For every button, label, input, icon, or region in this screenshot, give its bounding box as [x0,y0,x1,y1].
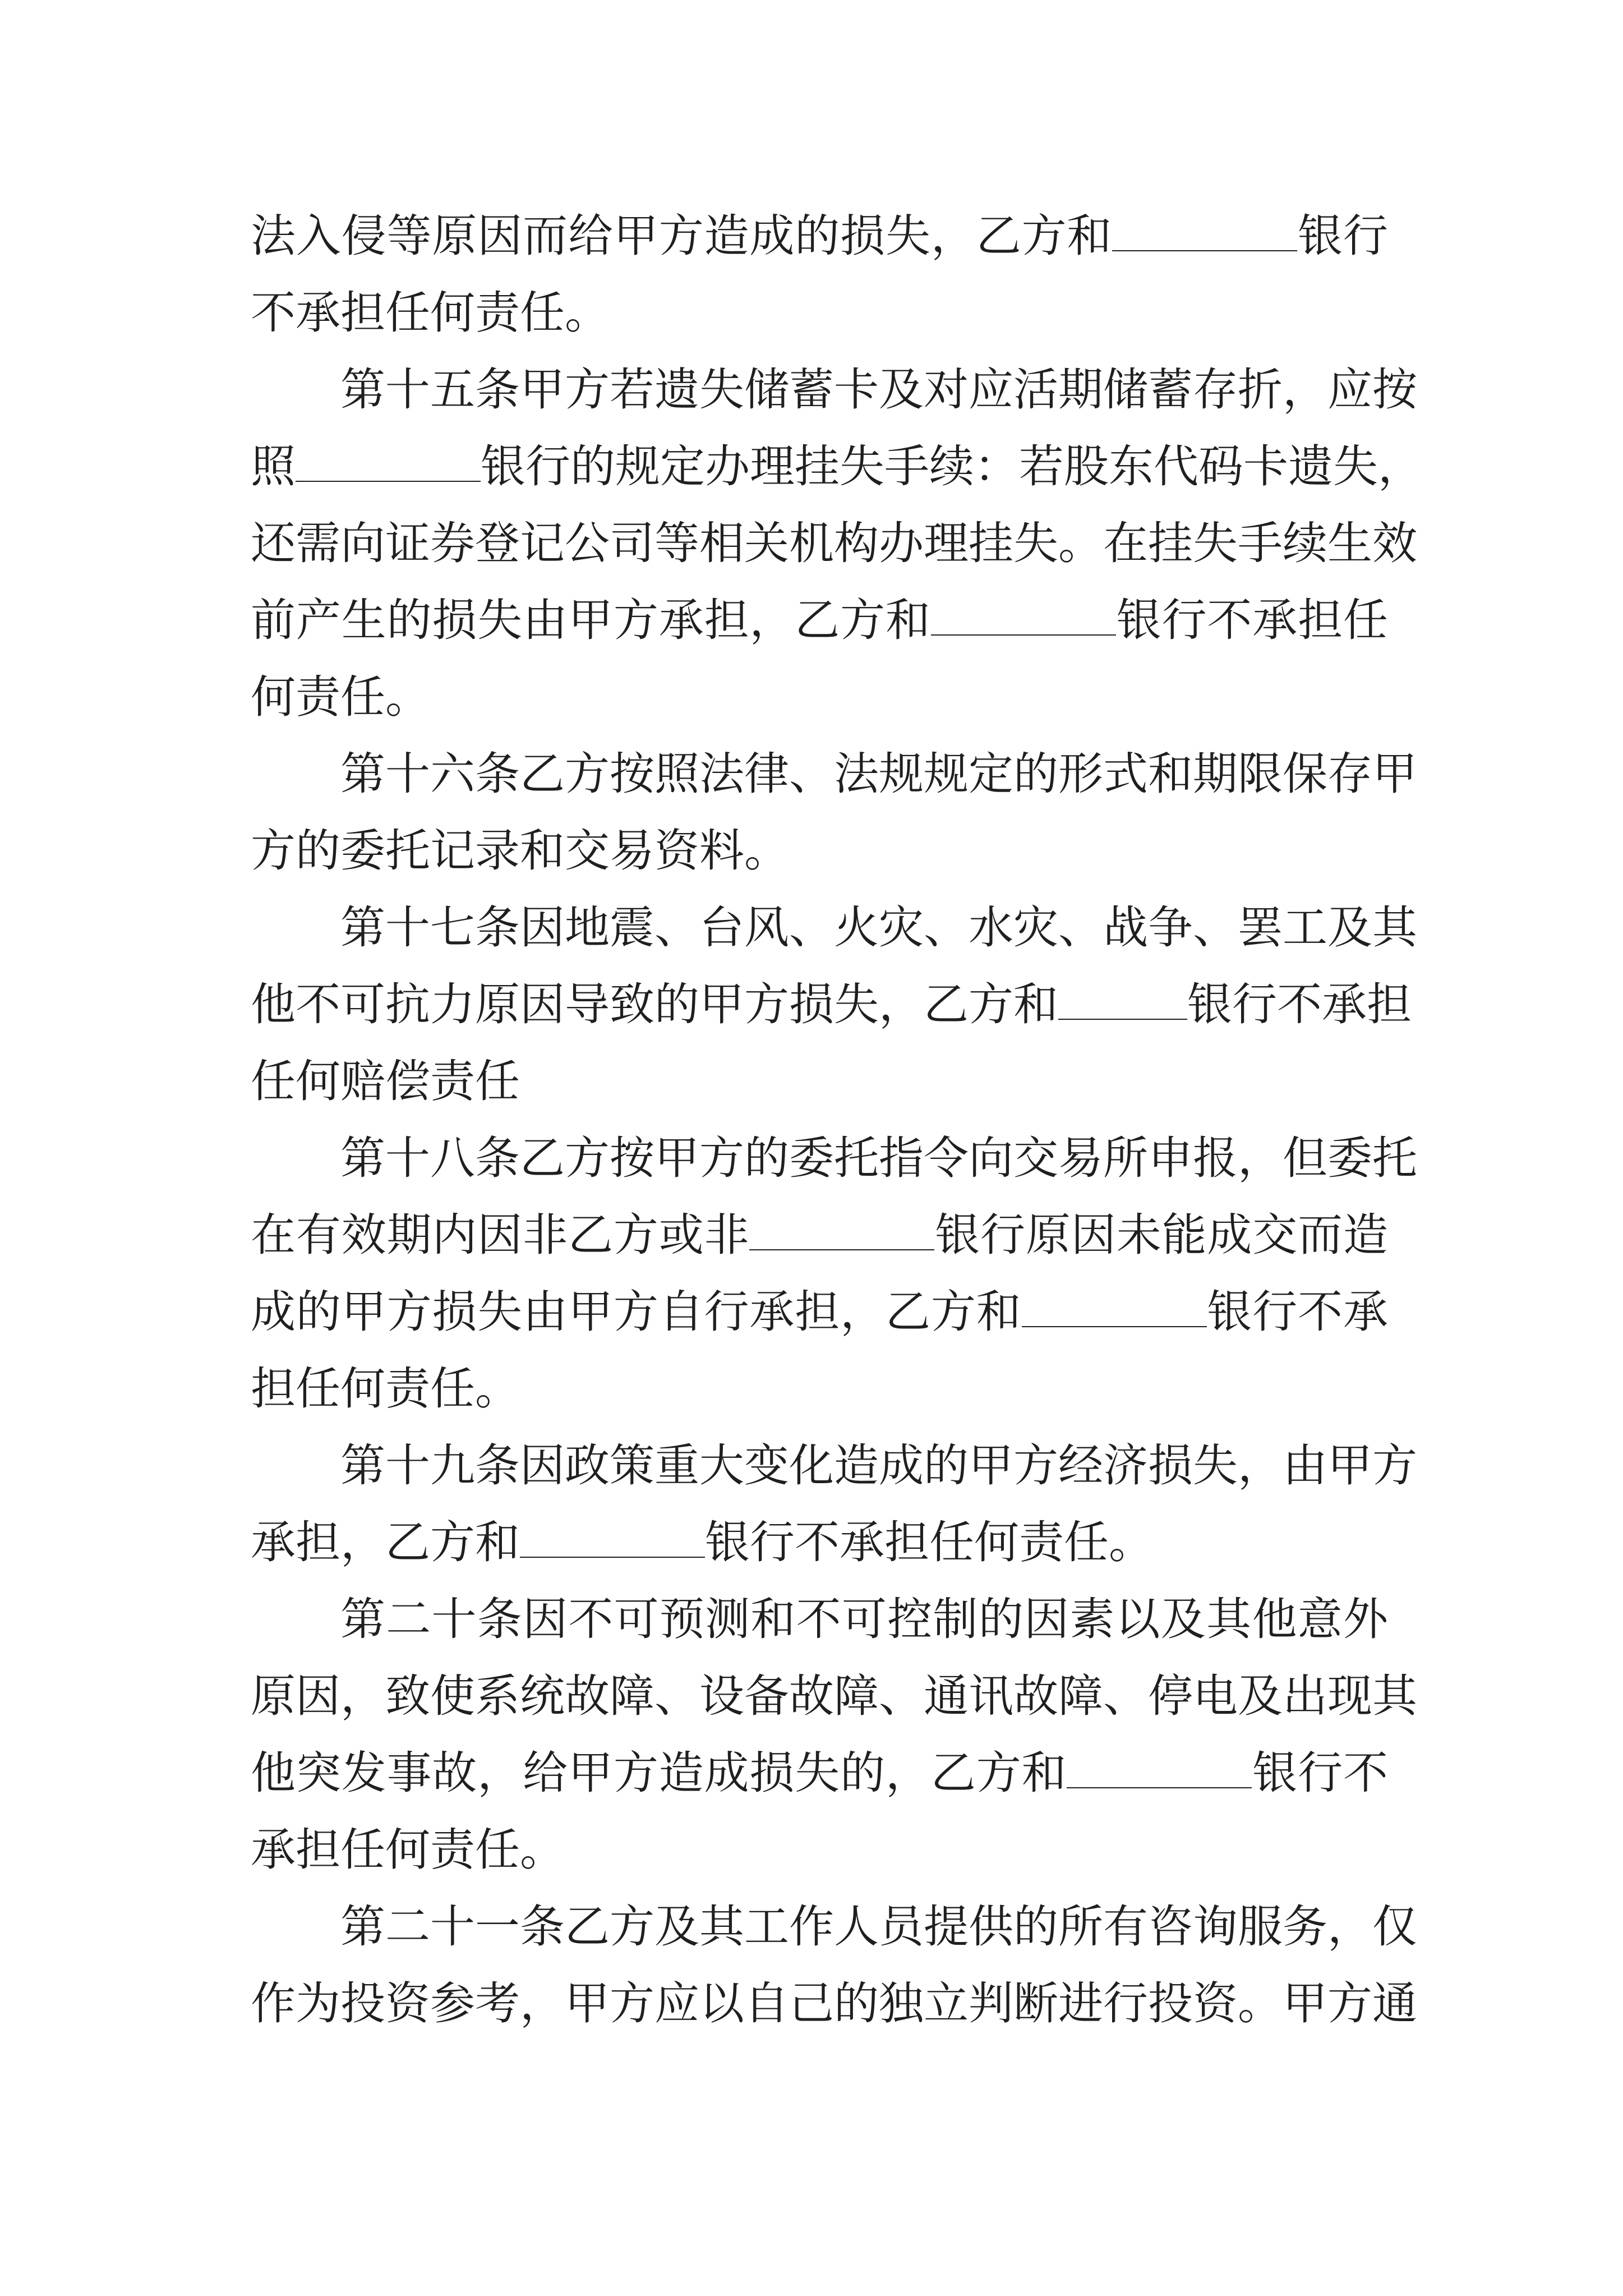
text-line [251,351,1417,428]
text-segment: 承担，乙方和 [251,1516,520,1568]
text-segment: 银行不承担任何责任。 [705,1516,1154,1568]
text-line [251,1888,1417,1965]
text-segment: 他突发事故，给甲方造成损失的，乙方和 [251,1747,1067,1799]
text-segment: 法入侵等原因而给甲方造成的损失，乙方和 [251,210,1113,262]
text-segment: 原因，致使系统故障、设备故障、通讯故障、停电及出现其 [251,1670,1417,1722]
text-line [251,1965,1417,2042]
text-segment: 担任何责任。 [251,1363,520,1415]
text-segment: 银行不承担 [1187,978,1412,1030]
text-line [251,274,1388,351]
text-segment: 前产生的损失由甲方承担，乙方和 [251,594,931,646]
text-segment: 照 [251,440,296,493]
text-segment: 方的委托记录和交易资料。 [251,825,789,877]
text-line [251,1658,1417,1734]
text-segment: 他不可抗力原因导致的甲方损失，乙方和 [251,978,1058,1030]
text-segment: 第二十一条乙方及其工作人员提供的所有咨询服务，仅 [340,1901,1417,1953]
text-line [251,1734,1388,1811]
text-line [251,1120,1417,1197]
text-segment: 第十六条乙方按照法律、法规规定的形式和期限保存甲 [340,748,1417,800]
text-line [251,1197,1388,1273]
fill-in-blank [520,1513,705,1558]
text-segment: 银行不 [1252,1747,1389,1799]
text-line [251,659,1388,735]
text-line [251,889,1417,966]
text-segment: 何责任。 [251,671,430,723]
text-segment: 银行不承 [1206,1286,1389,1338]
text-line [251,582,1388,659]
text-line [251,1427,1417,1504]
text-line [251,735,1417,812]
fill-in-blank [1022,1282,1207,1327]
text-segment: 银行的规定办理挂失手续：若股东代码卡遗失， [481,440,1423,493]
text-line [251,1350,1388,1427]
text-segment: 银行不承担任 [1115,594,1389,646]
text-line [251,1504,1388,1581]
text-segment: 作为投资参考，甲方应以自己的独立判断进行投资。甲方通 [251,1977,1417,2030]
fill-in-blank [1067,1743,1252,1788]
text-segment: 在有效期内因非乙方或非 [251,1209,750,1261]
text-line [251,505,1417,582]
text-segment: 第二十条因不可预测和不可控制的因素以及其他意外 [340,1593,1388,1645]
text-segment: 成的甲方损失由甲方自行承担，乙方和 [251,1286,1022,1338]
fill-in-blank [1112,206,1297,251]
fill-in-blank [931,591,1116,636]
text-line [251,197,1388,274]
text-line [251,428,1423,505]
fill-in-blank [749,1205,934,1250]
text-line [251,1811,1388,1888]
text-segment: 银行原因未能成交而造 [934,1209,1389,1261]
text-segment: 第十九条因政策重大变化造成的甲方经济损失，由甲方 [340,1439,1417,1492]
text-line [251,1273,1388,1350]
text-segment: 任何赔偿责任 [251,1055,520,1107]
text-line [251,1581,1388,1658]
text-segment: 不承担任何责任。 [251,287,610,339]
text-line [251,966,1412,1043]
text-segment: 第十五条甲方若遗失储蓄卡及对应活期储蓄存折，应按 [340,364,1417,416]
text-segment: 承担任何责任。 [251,1824,565,1876]
text-segment: 银行 [1297,210,1389,262]
fill-in-blank [296,437,481,482]
text-segment: 第十八条乙方按甲方的委托指令向交易所申报，但委托 [340,1132,1417,1184]
fill-in-blank [1058,975,1187,1020]
text-segment: 第十七条因地震、台风、火灾、水灾、战争、罢工及其 [340,901,1417,954]
text-segment: 还需向证券登记公司等相关机构办理挂失。在挂失手续生效 [251,517,1417,569]
text-line [251,1043,1388,1120]
text-line [251,812,1388,889]
document-body [251,197,1423,2042]
